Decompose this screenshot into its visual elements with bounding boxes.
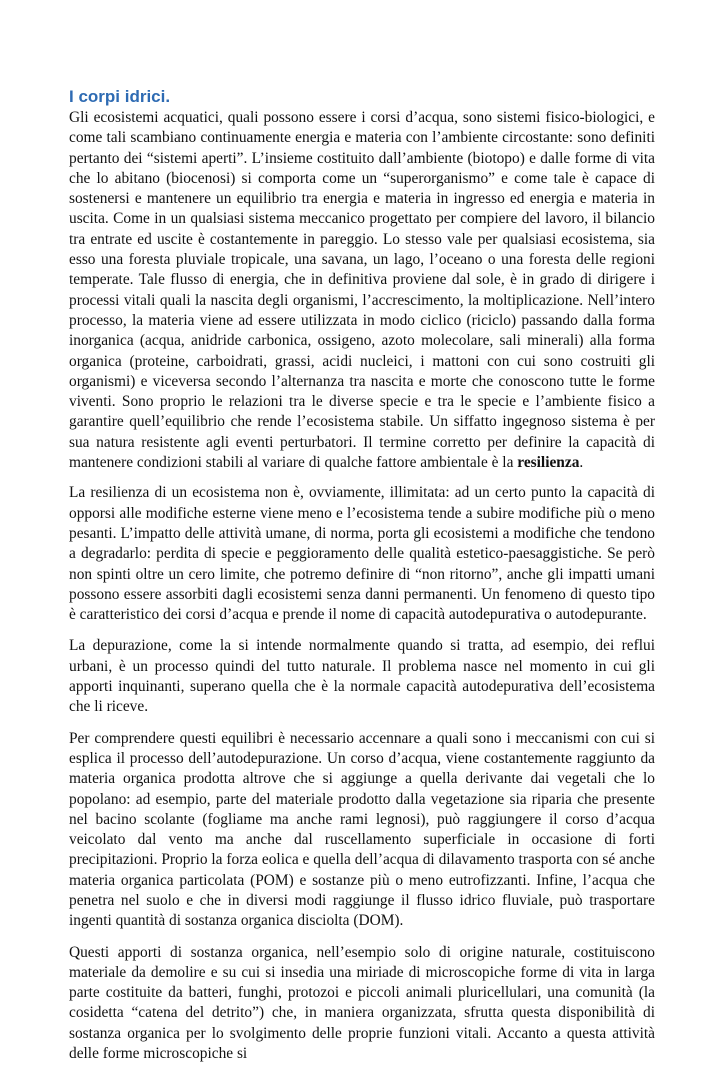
paragraph-depuration: La depurazione, come la si intende normalmente quando si tratta, ad esempio, dei reflui urbani, è un processo quindi del tutto naturale. Il problema nasce nel momento in cui gli apporti inquinanti, superano quella che è la normale capacità autodepurativa dell’ecosistema che li riceve. bbox=[69, 637, 655, 716]
paragraph-ecosystems bbox=[69, 108, 655, 473]
paragraph-organic-matter: Questi apporti di sostanza organica, nell’esempio solo di origine naturale, costituiscono materiale da demolire e su cui si insedia una miriade di microscopiche forme di vita in larga parte costituite da batteri, funghi, protozoi e piccoli animali pluricellulari, una comunità (la cosidetta “catena del detrito”) che, in maniera organizzata, sfrutta questa disponibilità di sostanza organica per lo svolgimento delle proprie funzioni vitali. Accanto a questa attività delle forme microscopiche si bbox=[69, 943, 655, 1063]
paragraph-text: Gli ecosistemi acquatici, quali possono essere i corsi d’acqua, sono sistemi fisico-biologici, e come tali scambiano continuamente energia e materia con l’ambiente circostante: sono definiti pertanto dei “sistemi aperti”. L’insieme costituito dall’ambiente (biotopo) e dalle forme di vita che lo abitano (biocenosi) si comporta come un “superorganismo” e come tale è capace di sostenersi e mantenere un equilibrio tra energia e materia in ingresso ed energia e materia in uscita. Come in un qualsiasi sistema meccanico progettato per compiere del lavoro, il bilancio tra entrate ed uscite è costantemente in pareggio. Lo stesso vale per qualsiasi ecosistema, sia esso una foresta pluviale tropicale, una savana, un lago, l’oceano o una foresta delle regioni temperate. Tale flusso di energia, che in definitiva proviene dal sole, è in grado di dirigere i processi vitali quali la nascita degli organismi, l’accrescimento, la moltiplicazione. Nell’intero processo, la materia viene ad essere utilizzata in modo ciclico (riciclo) passando dalla forma inorganica (acqua, anidride carbonica, ossigeno, azoto molecolare, sali minerali) alla forma organica (proteine, carboidrati, grassi, acidi nucleici, i mattoni con cui sono costruiti gli organismi) e viceversa secondo l’alternanza tra nascita e morte che conoscono tutte le forme viventi. Sono proprio le relazioni tra le diverse specie e tra le specie e l’ambiente fisico a garantire quell’equilibrio che rende l’ecosistema stabile. Un siffatto ingegnoso sistema è per sua natura resistente agli eventi perturbatori. Il termine corretto per definire la capacità di mantenere condizioni stabili al variare di qualche fattore ambientale è la bbox=[69, 109, 655, 472]
paragraph-self-purification: Per comprendere questi equilibri è necessario accennare a quali sono i meccanismi con cui si esplica il processo dell’autodepurazione. Un corso d’acqua, viene costantemente raggiunto da materia organica prodotta altrove che si aggiunge a quella derivante dai vegetali che lo popolano: ad esempio, parte del materiale prodotto dalla vegetazione sia riparia che presente nel bacino scolante (fogliame ma anche rami legnosi), può raggiungere il corso d’acqua veicolato dal vento ma anche dal ruscellamento superficiale in occasione di forti precipitazioni. Proprio la forza eolica e quella dell’acqua di dilavamento trasporta con sé anche materia organica particolata (POM) e sostanze più o meno eutrofizzanti. Infine, l’acqua che penetra nel suolo e che in diversi modi raggiunge il flusso idrico fluviale, può trasportare ingenti quantità di sostanza organica disciolta (DOM). bbox=[69, 729, 655, 930]
paragraph-end: . bbox=[579, 454, 584, 472]
section-heading: I corpi idrici. bbox=[69, 87, 171, 106]
bold-term-resilienza: resilienza bbox=[517, 454, 580, 472]
document-body bbox=[69, 86, 655, 1075]
paragraph-resilience: La resilienza di un ecosistema non è, ovviamente, illimitata: ad un certo punto la capacità di opporsi alle modifiche esterne viene meno e l’ecosistema tende a subire modifiche più o meno pesanti. L’impatto delle attività umane, di norma, porta gli ecosistemi a modifiche che tendono a degradarlo: perdita di specie e peggioramento delle qualità estetico-paesaggistiche. Se però non spinti oltre un cero limite, che potremo definire di “non ritorno”, anche gli impatti umani possono essere assorbiti dagli ecosistemi senza danni permanenti. Un fenomeno di questo tipo è caratteristico dei corsi d’acqua e prende il nome di capacità autodepurativa o autodepurante. bbox=[69, 484, 655, 624]
